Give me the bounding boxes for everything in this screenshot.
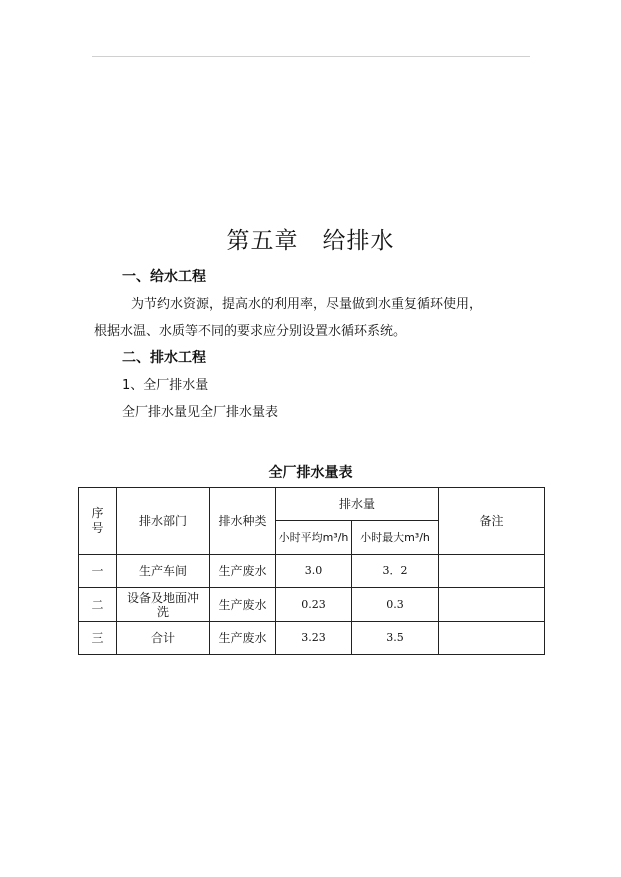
- header-volume: 排水量: [276, 488, 439, 521]
- drainage-volume-table: [78, 487, 545, 655]
- cell-type: 生产废水: [210, 555, 276, 588]
- header-dept: 排水部门: [117, 488, 210, 555]
- cell-max: 0.3: [352, 588, 439, 622]
- cell-dept: 生产车间: [117, 555, 210, 588]
- cell-dept: 合计: [117, 622, 210, 655]
- cell-seq: 一: [79, 555, 117, 588]
- table-row: [79, 555, 545, 588]
- header-type: 排水种类: [210, 488, 276, 555]
- cell-avg: 3.0: [276, 555, 352, 588]
- header-seq: 序号: [79, 488, 117, 555]
- drainage-heading: 二、排水工程: [122, 350, 206, 366]
- cell-remarks: [439, 622, 545, 655]
- header-hourly-maximum: 小时最大m³/h: [352, 521, 439, 555]
- cell-seq: 二: [79, 588, 117, 622]
- cell-dept: 设备及地面冲洗: [117, 588, 210, 622]
- header-hourly-average: 小时平均m³/h: [276, 521, 352, 555]
- chapter-title: 第五章 给排水: [226, 228, 395, 254]
- water-supply-heading: 一、给水工程: [122, 269, 206, 285]
- table-row: [79, 622, 545, 655]
- table-title: 全厂排水量表: [268, 465, 353, 481]
- cell-remarks: [439, 555, 545, 588]
- cell-seq: 三: [79, 622, 117, 655]
- cell-type: 生产废水: [210, 588, 276, 622]
- drainage-subheading: 1、全厂排水量: [122, 378, 209, 393]
- table-row: [79, 588, 545, 622]
- water-supply-paragraph-line1: 为节约水资源，提高水的利用率，尽量做到水重复循环使用，: [131, 297, 483, 312]
- page-header-rule: [92, 56, 530, 57]
- cell-type: 生产废水: [210, 622, 276, 655]
- cell-remarks: [439, 588, 545, 622]
- cell-avg: 0.23: [276, 588, 352, 622]
- cell-avg: 3.23: [276, 622, 352, 655]
- drainage-note: 全厂排水量见全厂排水量表: [122, 405, 279, 420]
- header-remarks: 备注: [439, 488, 545, 555]
- cell-max: 3.5: [352, 622, 439, 655]
- cell-max: 3．2: [352, 555, 439, 588]
- water-supply-paragraph-line2: 根据水温、水质等不同的要求应分别设置水循环系统。: [94, 324, 407, 339]
